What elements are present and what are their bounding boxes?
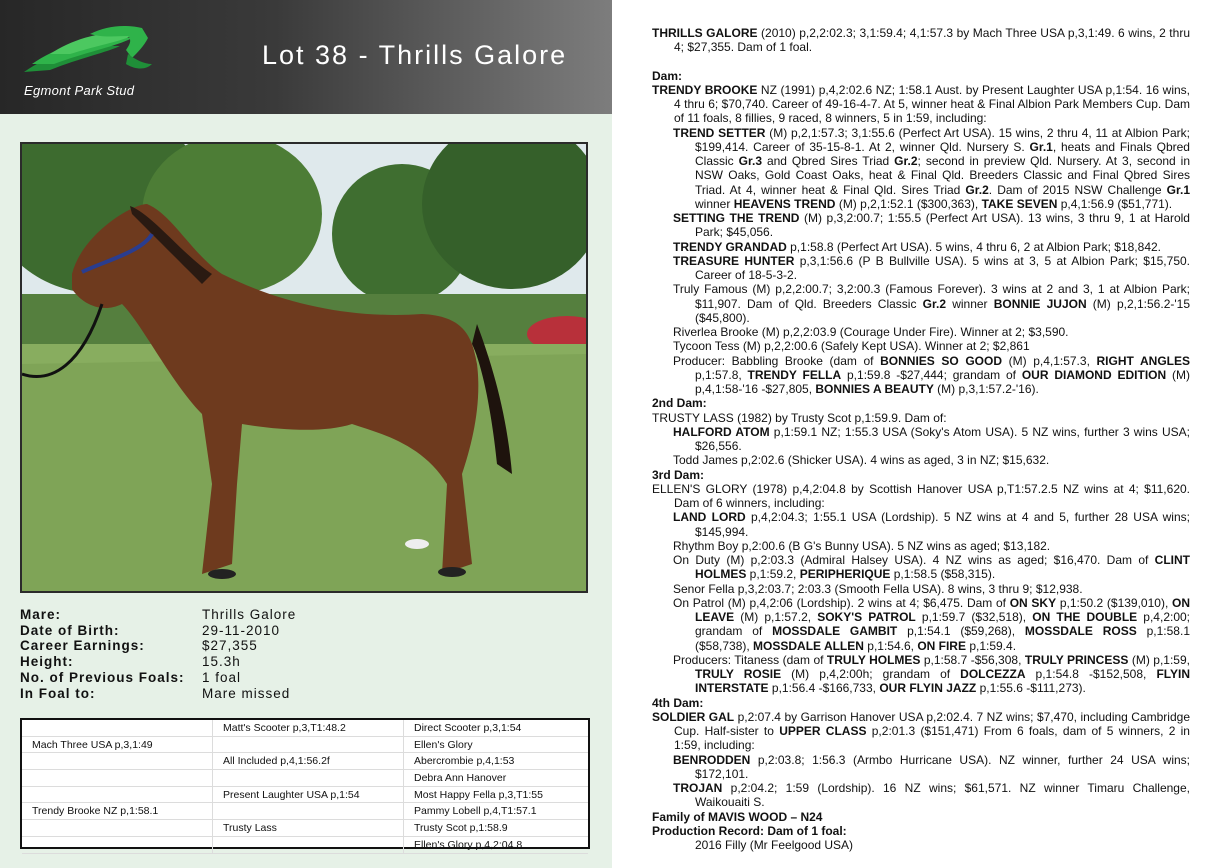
entry-text: (M) p,2,1:57.3; 3,1:55.6 (Perfect Art USA). 15 wins, 2 thru 4, 11 at Albion Park; $199,414. Career of 35-15-8-1. At 2, winner Qld. Nursery S. xyxy=(695,125,1190,154)
horse-name: RIGHT ANGLES xyxy=(1096,353,1190,368)
entry-text: p,1:54.8 -$152,508, xyxy=(1025,667,1157,681)
entry-text: Producers: Titaness (dam of xyxy=(673,652,827,667)
detail-label: Height: xyxy=(20,654,74,670)
pedigree-cell: Ellen's Glory xyxy=(404,736,589,753)
table-row xyxy=(22,736,588,753)
detail-value: 1 foal xyxy=(202,669,242,685)
entry-text: p,1:59.8 -$27,444; grandam of xyxy=(841,367,1022,382)
entry-text: p,1:50.2 ($139,010), xyxy=(1056,595,1172,610)
mare-details xyxy=(20,607,580,701)
family-line: Family of MAVIS WOOD – N24 xyxy=(652,809,823,824)
progeny-entry: Tycoon Tess (M) p,2,2:00.6 (Safely Kept USA). Winner at 2; $2,861 xyxy=(673,339,1030,354)
entry-text: p,1:58.1 ($58,738), xyxy=(695,624,1190,653)
horse-name: MOSSDALE GAMBIT xyxy=(772,624,898,639)
pedigree-cell: Trendy Brooke NZ p,1:58.1 xyxy=(22,803,213,820)
producer-entry xyxy=(652,653,1190,696)
fourth-dam-heading: 4th Dam: xyxy=(652,695,704,710)
progeny-entry xyxy=(652,254,1190,283)
production-item xyxy=(652,838,1190,852)
detail-value: Thrills Galore xyxy=(202,607,297,622)
pedigree-cell xyxy=(213,770,404,787)
pedigree-record xyxy=(652,26,1190,852)
progeny-entry: Rhythm Boy p,2:00.6 (B G's Bunny USA). 5 NZ wins as aged; $13,182. xyxy=(673,538,1051,553)
left-panel xyxy=(0,0,612,868)
entry-text: p,1:58.5 ($58,315). xyxy=(890,567,996,582)
pedigree-cell xyxy=(22,836,213,853)
dam-heading: Dam: xyxy=(652,68,683,83)
pedigree-cell: Pammy Lobell p,4,T1:57.1 xyxy=(404,803,589,820)
horse-name: ON LEAVE xyxy=(695,595,1190,624)
horse-name: OUR DIAMOND EDITION xyxy=(1021,367,1167,382)
horse-name: SOLDIER GAL xyxy=(652,709,735,724)
detail-label: Mare: xyxy=(20,607,62,622)
horse-name: TAKE SEVEN xyxy=(981,196,1058,211)
entry-text: Truly Famous (M) p,2,2:00.7; 3,2:00.3 (Famous Forever). 3 wins at 2 and 3, 1 at Albion Park; $11,907. Dam of Qld. Breeders Classic xyxy=(673,282,1190,311)
entry-text: (M) p,1:59, xyxy=(1128,652,1190,667)
horse-name: SOKY'S PATROL xyxy=(817,610,916,624)
horse-name: TREASURE HUNTER xyxy=(673,253,795,268)
bay-mare-icon xyxy=(22,144,586,591)
intro-entry xyxy=(652,26,1190,55)
entry-text: (M) p,4,1:57.3, xyxy=(1002,353,1097,368)
horse-name: DOLCEZZA xyxy=(960,667,1026,681)
pedigree-cell xyxy=(22,770,213,787)
entry-text: winner xyxy=(946,296,994,311)
entry-text: p,1:59.2, xyxy=(746,567,800,582)
horse-name: TREND SETTER xyxy=(673,125,766,140)
progeny-entry xyxy=(652,753,1190,782)
entry-text: (M) p,4,1:58-'16 -$27,805, xyxy=(695,367,1190,396)
detail-label: Date of Birth: xyxy=(20,622,120,638)
progeny-entry xyxy=(652,425,1190,454)
progeny-entry xyxy=(652,553,1190,582)
grade: Gr.2 xyxy=(965,182,989,197)
horse-name: LAND LORD xyxy=(673,510,746,525)
entry-text: , heats and Finals Qbred Classic xyxy=(695,139,1190,168)
pedigree-table xyxy=(20,718,590,849)
horse-name: MOSSDALE ROSS xyxy=(1024,624,1137,639)
entry-text: p,1:59.1 NZ; 1:55.3 USA (Soky's Atom USA). 5 NZ wins, further 3 wins USA; $26,556. xyxy=(695,424,1190,453)
detail-value: Mare missed xyxy=(202,685,291,701)
grade: Gr.2 xyxy=(894,154,918,168)
entry-text: (M) p,2,1:52.1 ($300,363), xyxy=(835,196,982,211)
progeny-entry: Riverlea Brooke (M) p,2,2:03.9 (Courage Under Fire). Winner at 2; $3,590. xyxy=(673,325,1069,339)
detail-row xyxy=(20,654,580,670)
pedigree-cell: Present Laughter USA p,1:54 xyxy=(213,786,404,803)
fourth-dam-entry xyxy=(652,710,1190,753)
entry-text: p,4,1:56.9 ($51,771). xyxy=(1057,196,1173,211)
detail-value: 15.3h xyxy=(202,654,241,670)
lot-title: Lot 38 - Thrills Galore xyxy=(262,40,568,70)
entry-text: p,1:59.7 ($32,518), xyxy=(915,610,1033,624)
horse-name: MOSSDALE ALLEN xyxy=(753,638,864,653)
entry-text: (M) p,3,1:57.2-'16). xyxy=(933,382,1039,396)
horse-name: PERIPHERIQUE xyxy=(799,567,891,582)
pedigree-cell: All Included p,4,1:56.2f xyxy=(213,753,404,770)
pedigree-cell xyxy=(22,786,213,803)
entry-text: p,1:54.1 ($59,268), xyxy=(897,624,1025,639)
third-dam-entry: ELLEN'S GLORY (1978) p,4,2:04.8 by Scottish Hanover USA p,T1:57.2.5 NZ wins at 4; $11,620. Dam of 6 winners, including: xyxy=(652,481,1190,510)
detail-row xyxy=(20,686,580,702)
logo-text: Egmont Park Stud xyxy=(24,83,135,98)
entry-text: (M) p,3,2:00.7; 1:55.5 (Perfect Art USA). 13 wins, 3 thru 9, 1 at Harold Park; $45,056. xyxy=(695,211,1190,240)
horse-name: SETTING THE TREND xyxy=(673,211,800,225)
entry-text: p,3,1:56.6 (P B Bullville USA). 5 wins at 3, 5 at Albion Park; $15,750. Career of 18-5-3-2. xyxy=(695,253,1190,282)
pedigree-cell: Ellen's Glory p,4,2:04.8 xyxy=(404,836,589,853)
progeny-entry xyxy=(652,781,1190,810)
horse-name: TRENDY GRANDAD xyxy=(673,239,787,254)
table-row xyxy=(22,770,588,787)
horse-head-logo-icon xyxy=(20,24,155,80)
pedigree-cell: Mach Three USA p,3,1:49 xyxy=(22,736,213,753)
entry-text: 2016 Filly (Mr Feelgood USA) xyxy=(695,838,854,852)
horse-name: THRILLS GALORE xyxy=(652,26,758,40)
pedigree-cell: Most Happy Fella p,3,T1:55 xyxy=(404,786,589,803)
detail-row xyxy=(20,670,580,686)
detail-row xyxy=(20,623,580,639)
horse-name: BENRODDEN xyxy=(673,752,751,767)
progeny-entry xyxy=(652,240,1190,254)
horse-name: TRULY PRINCESS xyxy=(1024,652,1129,667)
entry-text: (2010) p,2,2:02.3; 3,1:59.4; 4,1:57.3 by Mach Three USA p,3,1:49. 6 wins, 2 thru 4; $27,355. Dam of 1 foal. xyxy=(674,26,1190,55)
pedigree-cell xyxy=(213,836,404,853)
detail-label: Career Earnings: xyxy=(20,638,145,654)
entry-text: p,2:07.4 by Garrison Hanover USA p,2:02.4. 7 NZ wins; $7,470, including Cambridge Cup. Half-sister to xyxy=(674,709,1190,738)
progeny-entry xyxy=(652,510,1190,539)
horse-name: BONNIE JUJON xyxy=(993,296,1087,311)
pedigree-cell xyxy=(22,753,213,770)
progeny-entry: Todd James p,2:02.6 (Shicker USA). 4 wins as aged, 3 in NZ; $15,632. xyxy=(673,453,1050,468)
detail-row xyxy=(20,638,580,654)
entry-text: p,4,2:00; grandam of xyxy=(695,610,1191,639)
detail-value: $27,355 xyxy=(202,638,258,654)
entry-text: p,2:03.8; 1:56.3 (Armbo Hurricane USA). NZ winner, further 24 USA wins; $172,101. xyxy=(695,752,1190,781)
table-row xyxy=(22,720,588,736)
second-dam-entry: TRUSTY LASS (1982) by Trusty Scot p,1:59.9. Dam of: xyxy=(652,410,947,425)
table-row xyxy=(22,786,588,803)
grade: Gr.2 xyxy=(922,296,947,311)
horse-photo xyxy=(20,142,588,593)
third-dam-heading: 3rd Dam: xyxy=(652,467,705,482)
horse-name: BONNIES SO GOOD xyxy=(880,353,1002,368)
horse-name: ON THE DOUBLE xyxy=(1032,610,1138,624)
grade: Gr.1 xyxy=(1166,182,1191,197)
horse-name: ON FIRE xyxy=(917,638,966,653)
entry-text: p,1:55.6 -$111,273). xyxy=(976,681,1086,696)
horse-name: TROJAN xyxy=(673,781,723,795)
entry-text: (M) p,1:57.2, xyxy=(734,610,818,624)
pedigree-cell: Direct Scooter p,3,1:54 xyxy=(404,720,589,736)
entry-text: NZ (1991) p,4,2:02.6 NZ; 1:58.1 Aust. by Present Laughter USA p,1:54. 16 wins, 4 thru 6; $70,740. Career of 49-16-4-7. At 5, winner heat & Final Albion Park Members Cup. Dam of 11 foals, 8 fillies, 9 raced, 8 winners, 5 in 1:59, including: xyxy=(674,82,1190,126)
horse-name: TRULY ROSIE xyxy=(695,667,782,681)
progeny-entry: Senor Fella p,3,2:03.7; 2:03.3 (Smooth Fella USA). 8 wins, 3 thru 9; $12,938. xyxy=(673,581,1083,596)
horse-name: TRENDY FELLA xyxy=(747,367,842,382)
entry-text: Producer: Babbling Brooke (dam of xyxy=(673,353,881,368)
producer-entry xyxy=(652,354,1190,397)
entry-text: (M) p,4,2:00h; grandam of xyxy=(781,667,961,681)
horse-name: UPPER CLASS xyxy=(779,724,867,738)
progeny-entry xyxy=(652,596,1190,653)
header-banner xyxy=(0,0,612,114)
pedigree-cell: Matt's Scooter p,3,T1:48.2 xyxy=(213,720,404,736)
pedigree-cell: Abercrombie p,4,1:53 xyxy=(404,753,589,770)
dam-entry xyxy=(652,83,1190,126)
horse-name: FLYIN INTERSTATE xyxy=(695,667,1190,696)
production-heading: Production Record: Dam of 1 foal: xyxy=(652,823,847,838)
grade: Gr.3 xyxy=(738,154,762,168)
horse-name: ON SKY xyxy=(1009,595,1057,610)
pedigree-cell xyxy=(213,736,404,753)
entry-text: p,1:59.4. xyxy=(965,638,1017,653)
entry-text: On Patrol (M) p,4,2:06 (Lordship). 2 wins at 4; $6,475. Dam of xyxy=(673,595,1010,610)
horse-name: CLINT HOLMES xyxy=(695,553,1190,582)
entry-text: winner xyxy=(695,196,734,211)
horse-name: OUR FLYIN JAZZ xyxy=(879,681,977,696)
detail-row xyxy=(20,607,580,623)
entry-text: p,1:58.7 -$56,308, xyxy=(920,652,1025,667)
pedigree-cell: Trusty Lass xyxy=(213,820,404,837)
pedigree-cell: Trusty Scot p,1:58.9 xyxy=(404,820,589,837)
horse-name: HEAVENS TREND xyxy=(733,196,836,211)
entry-text: p,1:57.8, xyxy=(695,367,748,382)
table-row xyxy=(22,803,588,820)
table-row xyxy=(22,836,588,853)
progeny-entry xyxy=(652,211,1190,240)
progeny-entry xyxy=(652,282,1190,325)
horse-name: TRULY HOLMES xyxy=(826,652,921,667)
progeny-entry xyxy=(652,126,1190,212)
entry-text: (M) p,2,1:56.2-'15 ($45,800). xyxy=(695,296,1190,325)
entry-text: p,2:04.2; 1:59 (Lordship). 16 NZ wins; $61,571. NZ winner Timaru Challenge, Waikouaiti S. xyxy=(695,781,1190,810)
detail-label: No. of Previous Foals: xyxy=(20,669,185,685)
detail-label: In Foal to: xyxy=(20,685,96,701)
entry-text: p,1:56.4 -$166,733, xyxy=(768,681,880,696)
second-dam-heading: 2nd Dam: xyxy=(652,396,707,411)
pedigree-cell: Debra Ann Hanover xyxy=(404,770,589,787)
entry-text: ; second in preview Qld. Nursery. At 3, second in NSW Oaks, Gold Coast Oaks, heat & Final Qld. Breeders Classic and Final Qbred Sires Triad. At 4, winner heat & Final Qld. Sires Triad xyxy=(695,154,1191,197)
table-row xyxy=(22,753,588,770)
entry-text: . Dam of 2015 NSW Challenge xyxy=(988,182,1167,197)
entry-text: On Duty (M) p,2:03.3 (Admiral Halsey USA). 4 NZ wins as aged; $16,470. Dam of xyxy=(673,553,1155,567)
entry-text: p,1:54.6, xyxy=(863,638,918,653)
detail-value: 29-11-2010 xyxy=(202,622,281,638)
entry-text: p,1:58.8 (Perfect Art USA). 5 wins, 4 thru 6, 2 at Albion Park; $18,842. xyxy=(786,239,1161,254)
pedigree-cell xyxy=(213,803,404,820)
horse-name: TRENDY BROOKE xyxy=(652,82,758,97)
horse-name: BONNIES A BEAUTY xyxy=(815,382,934,396)
pedigree-cell xyxy=(22,720,213,736)
entry-text: p,2:01.3 ($151,471) From 6 foals, dam of 5 winners, 2 in 1:59, including: xyxy=(674,724,1190,753)
entry-text: and Qbred Sires Triad xyxy=(762,154,895,168)
horse-name: HALFORD ATOM xyxy=(673,424,770,439)
grade: Gr.1 xyxy=(1029,139,1053,154)
table-row xyxy=(22,820,588,837)
entry-text: p,4,2:04.3; 1:55.1 USA (Lordship). 5 NZ wins at 4 and 5, further 28 USA wins; $145,994. xyxy=(695,510,1190,539)
pedigree-cell xyxy=(22,820,213,837)
